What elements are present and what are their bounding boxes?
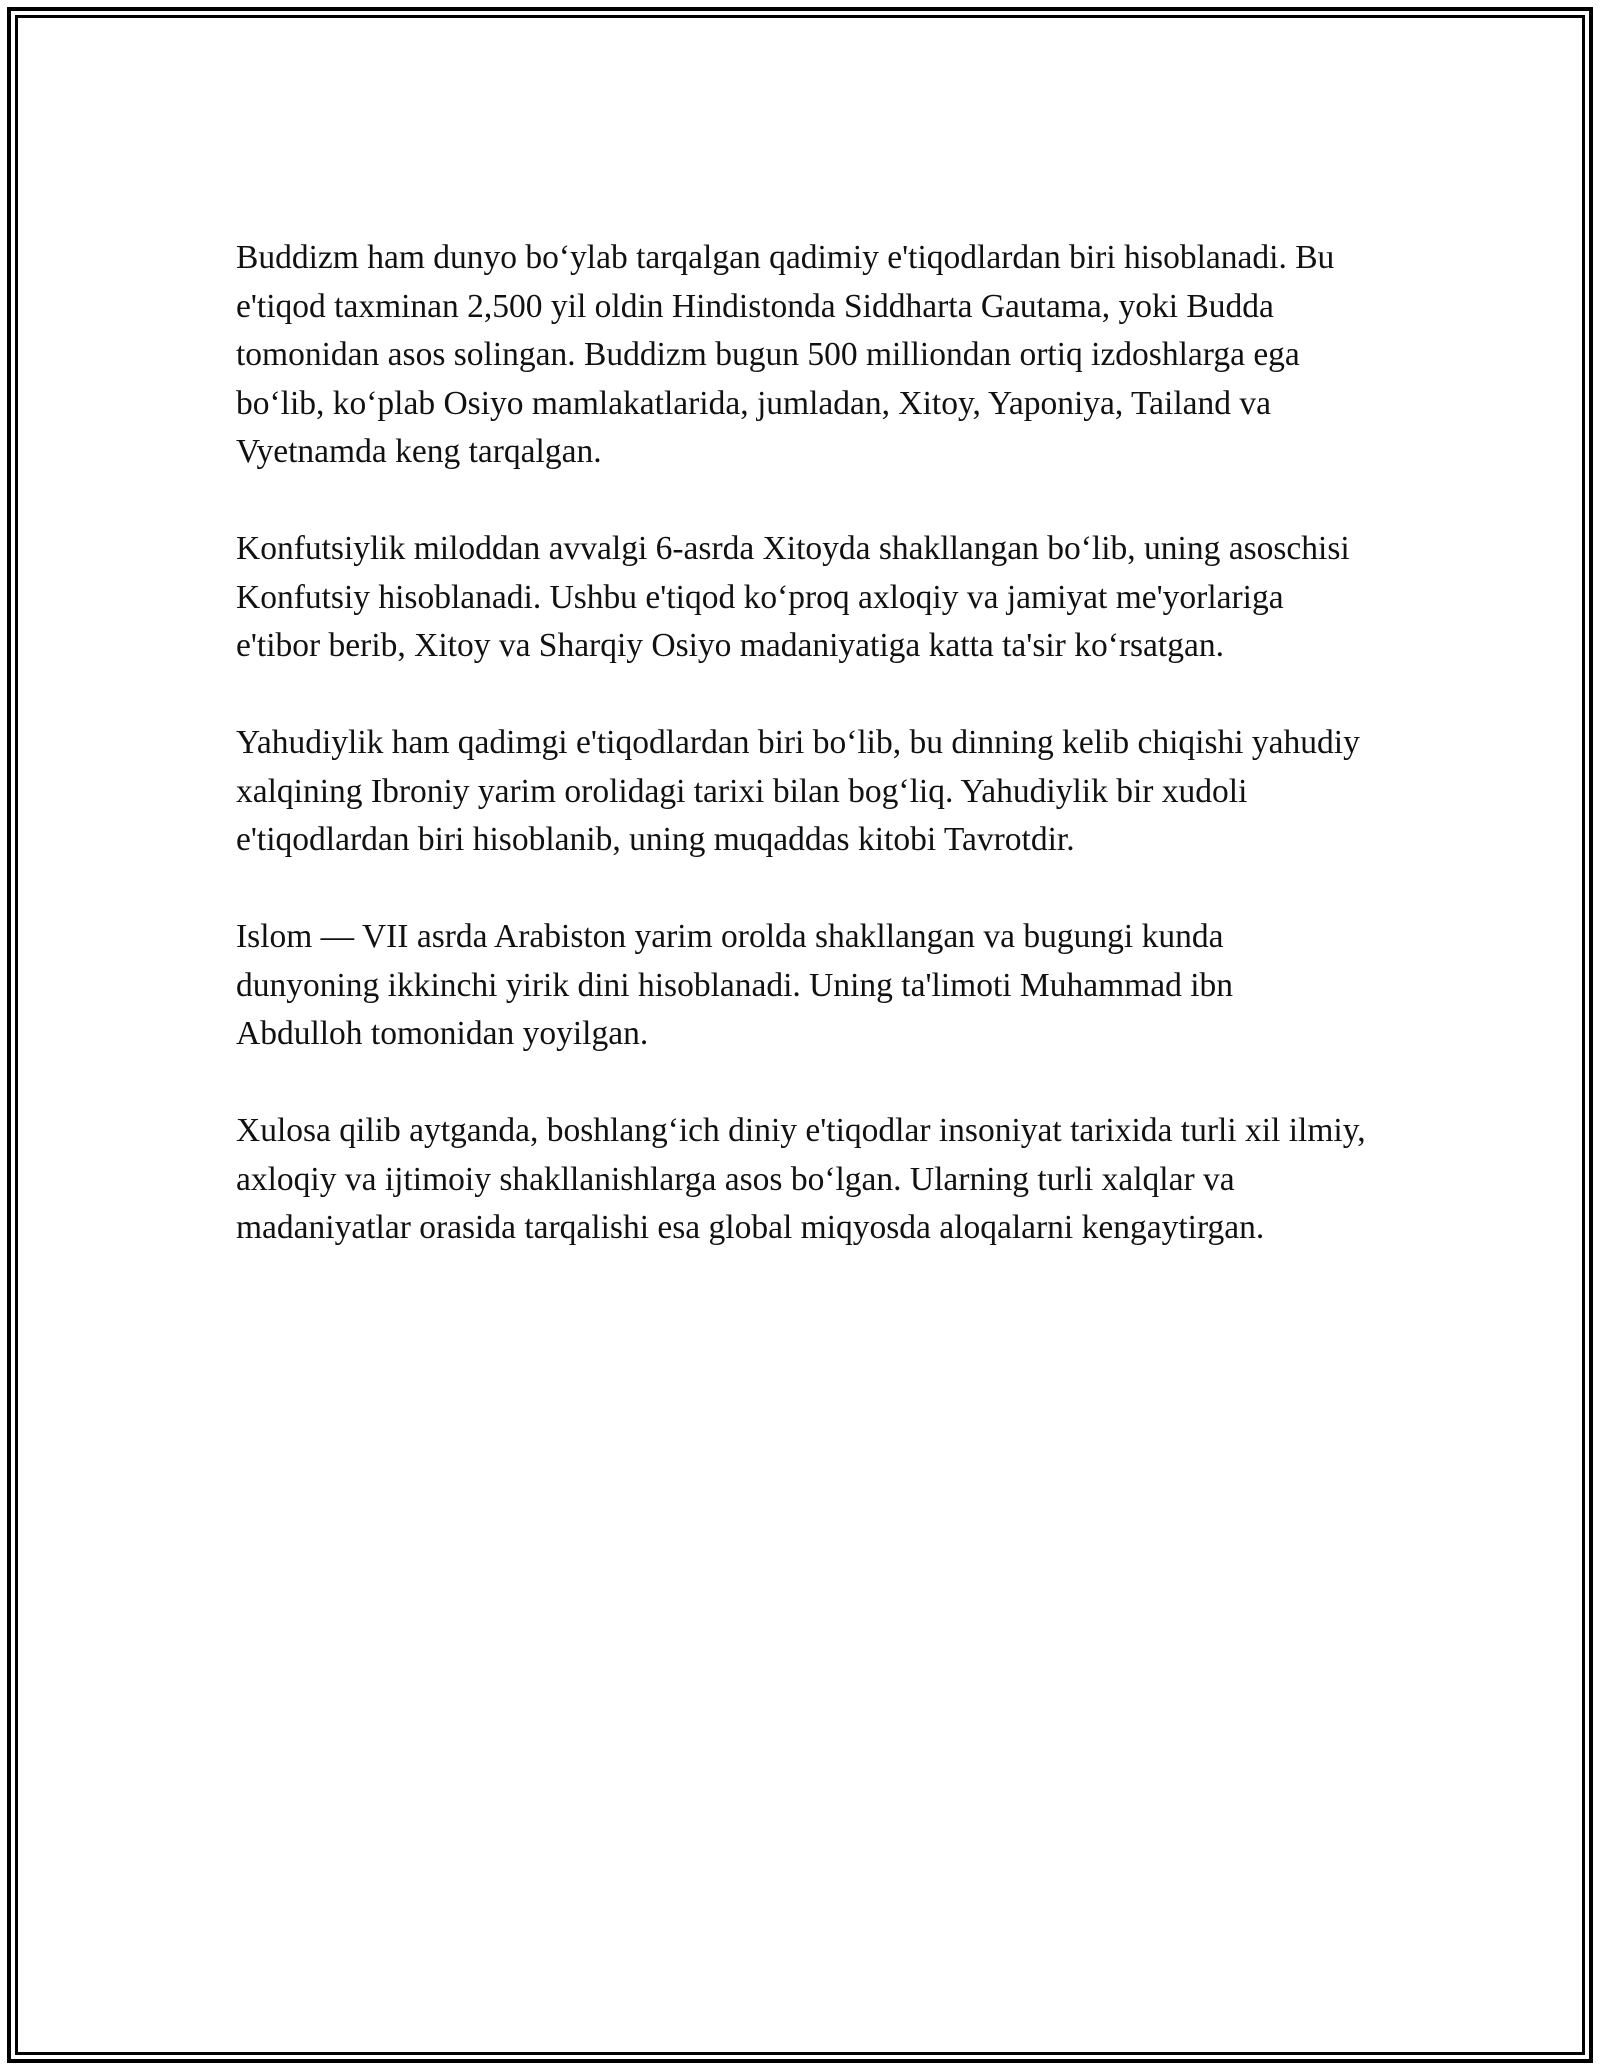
paragraph-buddhism: Buddizm ham dunyo boʻylab tarqalgan qadimiy e'tiqodlardan biri hisoblanadi. Bu e'tiqod taxminan 2,500 yil oldin Hindistonda Siddharta Gautama, yoki Budda tomonidan asos solingan. Buddizm bugun 500 milliondan ortiq izdoshlarga ega boʻlib, koʻplab Osiyo mamlakatlarida, jumladan, Xitoy, Yaponiya, Tailand va Vyetnamda keng tarqalgan. (236, 239, 1335, 470)
paragraph-confucianism: Konfutsiylik miloddan avvalgi 6-asrda Xitoyda shakllangan boʻlib, uning asoschisi Konfutsiy hisoblanadi. Ushbu e'tiqod koʻproq axloqiy va jamiyat me'yorlariga e'tibor berib, Xitoy va Sharqiy Osiyo madaniyatiga katta ta'sir koʻrsatgan. (236, 530, 1350, 664)
paragraph-judaism: Yahudiylik ham qadimgi e'tiqodlardan biri boʻlib, bu dinning kelib chiqishi yahudiy xalqining Ibroniy yarim orolidagi tarixi bilan bogʻliq. Yahudiylik bir xudoli e'tiqodlardan biri hisoblanib, uning muqaddas kitobi Tavrotdir. (236, 724, 1360, 858)
paragraph-islam: Islom — VII asrda Arabiston yarim orolda shakllangan va bugungi kunda dunyoning ikkinchi yirik dini hisoblanadi. Uning ta'limoti Muhammad ibn Abdulloh tomonidan yoyilgan. (236, 918, 1234, 1052)
paragraph-conclusion: Xulosa qilib aytganda, boshlangʻich diniy e'tiqodlar insoniyat tarixida turli xil ilmiy, axloqiy va ijtimoiy shakllanishlarga asos boʻlgan. Ularning turli xalqlar va madaniyatlar orasida tarqalishi esa global miqyosda aloqalarni kengaytirgan. (236, 1112, 1366, 1246)
document-body (236, 234, 1366, 1253)
